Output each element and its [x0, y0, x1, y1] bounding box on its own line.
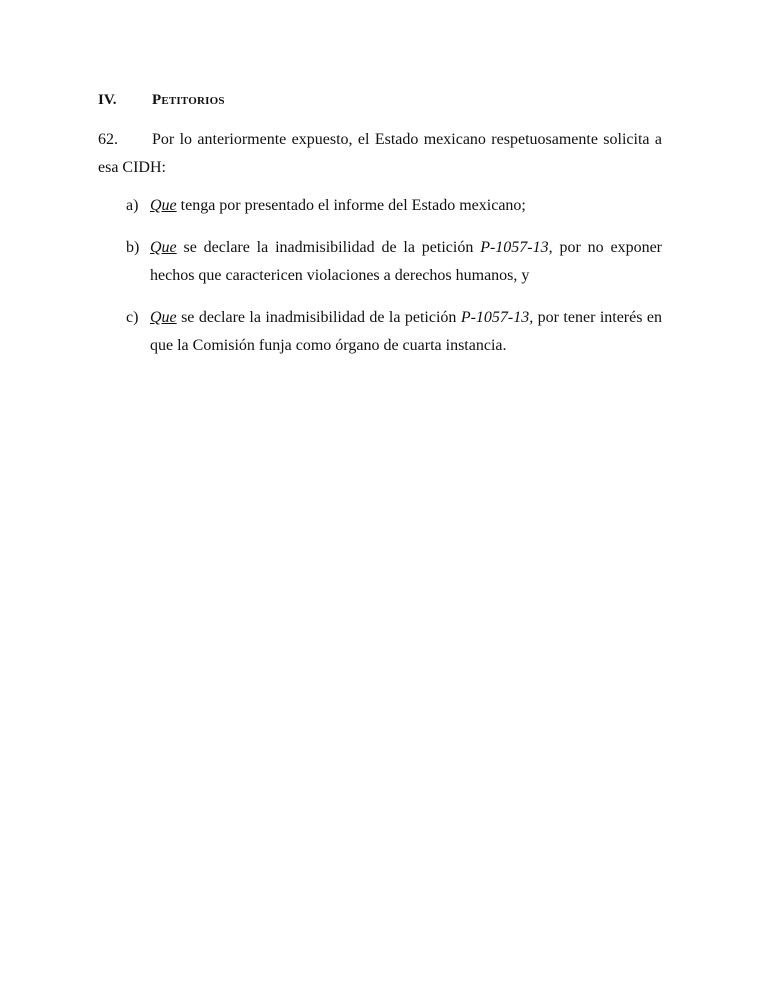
paragraph-number: 62.	[98, 131, 118, 148]
list-item	[126, 304, 662, 360]
item-text-tail: , por no exponer hechos que caractericen violaciones a derechos humanos, y	[150, 239, 663, 284]
item-text: se declare la inadmisibilidad de la petición	[176, 309, 461, 326]
petition-reference: P-1057-13,	[460, 309, 534, 326]
petition-list	[126, 192, 662, 374]
section-number: IV.	[98, 92, 117, 108]
list-marker: a)	[126, 197, 139, 214]
item-text: tenga por presentado el informe del Estado mexicano;	[176, 197, 526, 214]
item-text-tail: por tener interés en que la Comisión funja como órgano de cuarta instancia.	[150, 309, 662, 354]
list-item	[126, 234, 662, 290]
item-lead: Que	[150, 197, 177, 214]
item-lead: Que	[150, 239, 177, 256]
paragraph-62	[98, 126, 662, 182]
section-title: Petitorios	[152, 92, 225, 108]
section-heading	[98, 90, 225, 110]
list-marker: b)	[126, 239, 140, 256]
list-marker: c)	[126, 309, 139, 326]
list-item	[126, 192, 662, 220]
item-lead: Que	[150, 309, 177, 326]
petition-reference: P-1057-13	[480, 239, 549, 256]
paragraph-text: Por lo anteriormente expuesto, el Estado mexicano respetuosamente solicita a esa CIDH:	[98, 131, 662, 176]
item-text: se declare la inadmisibilidad de la petición	[176, 239, 481, 256]
